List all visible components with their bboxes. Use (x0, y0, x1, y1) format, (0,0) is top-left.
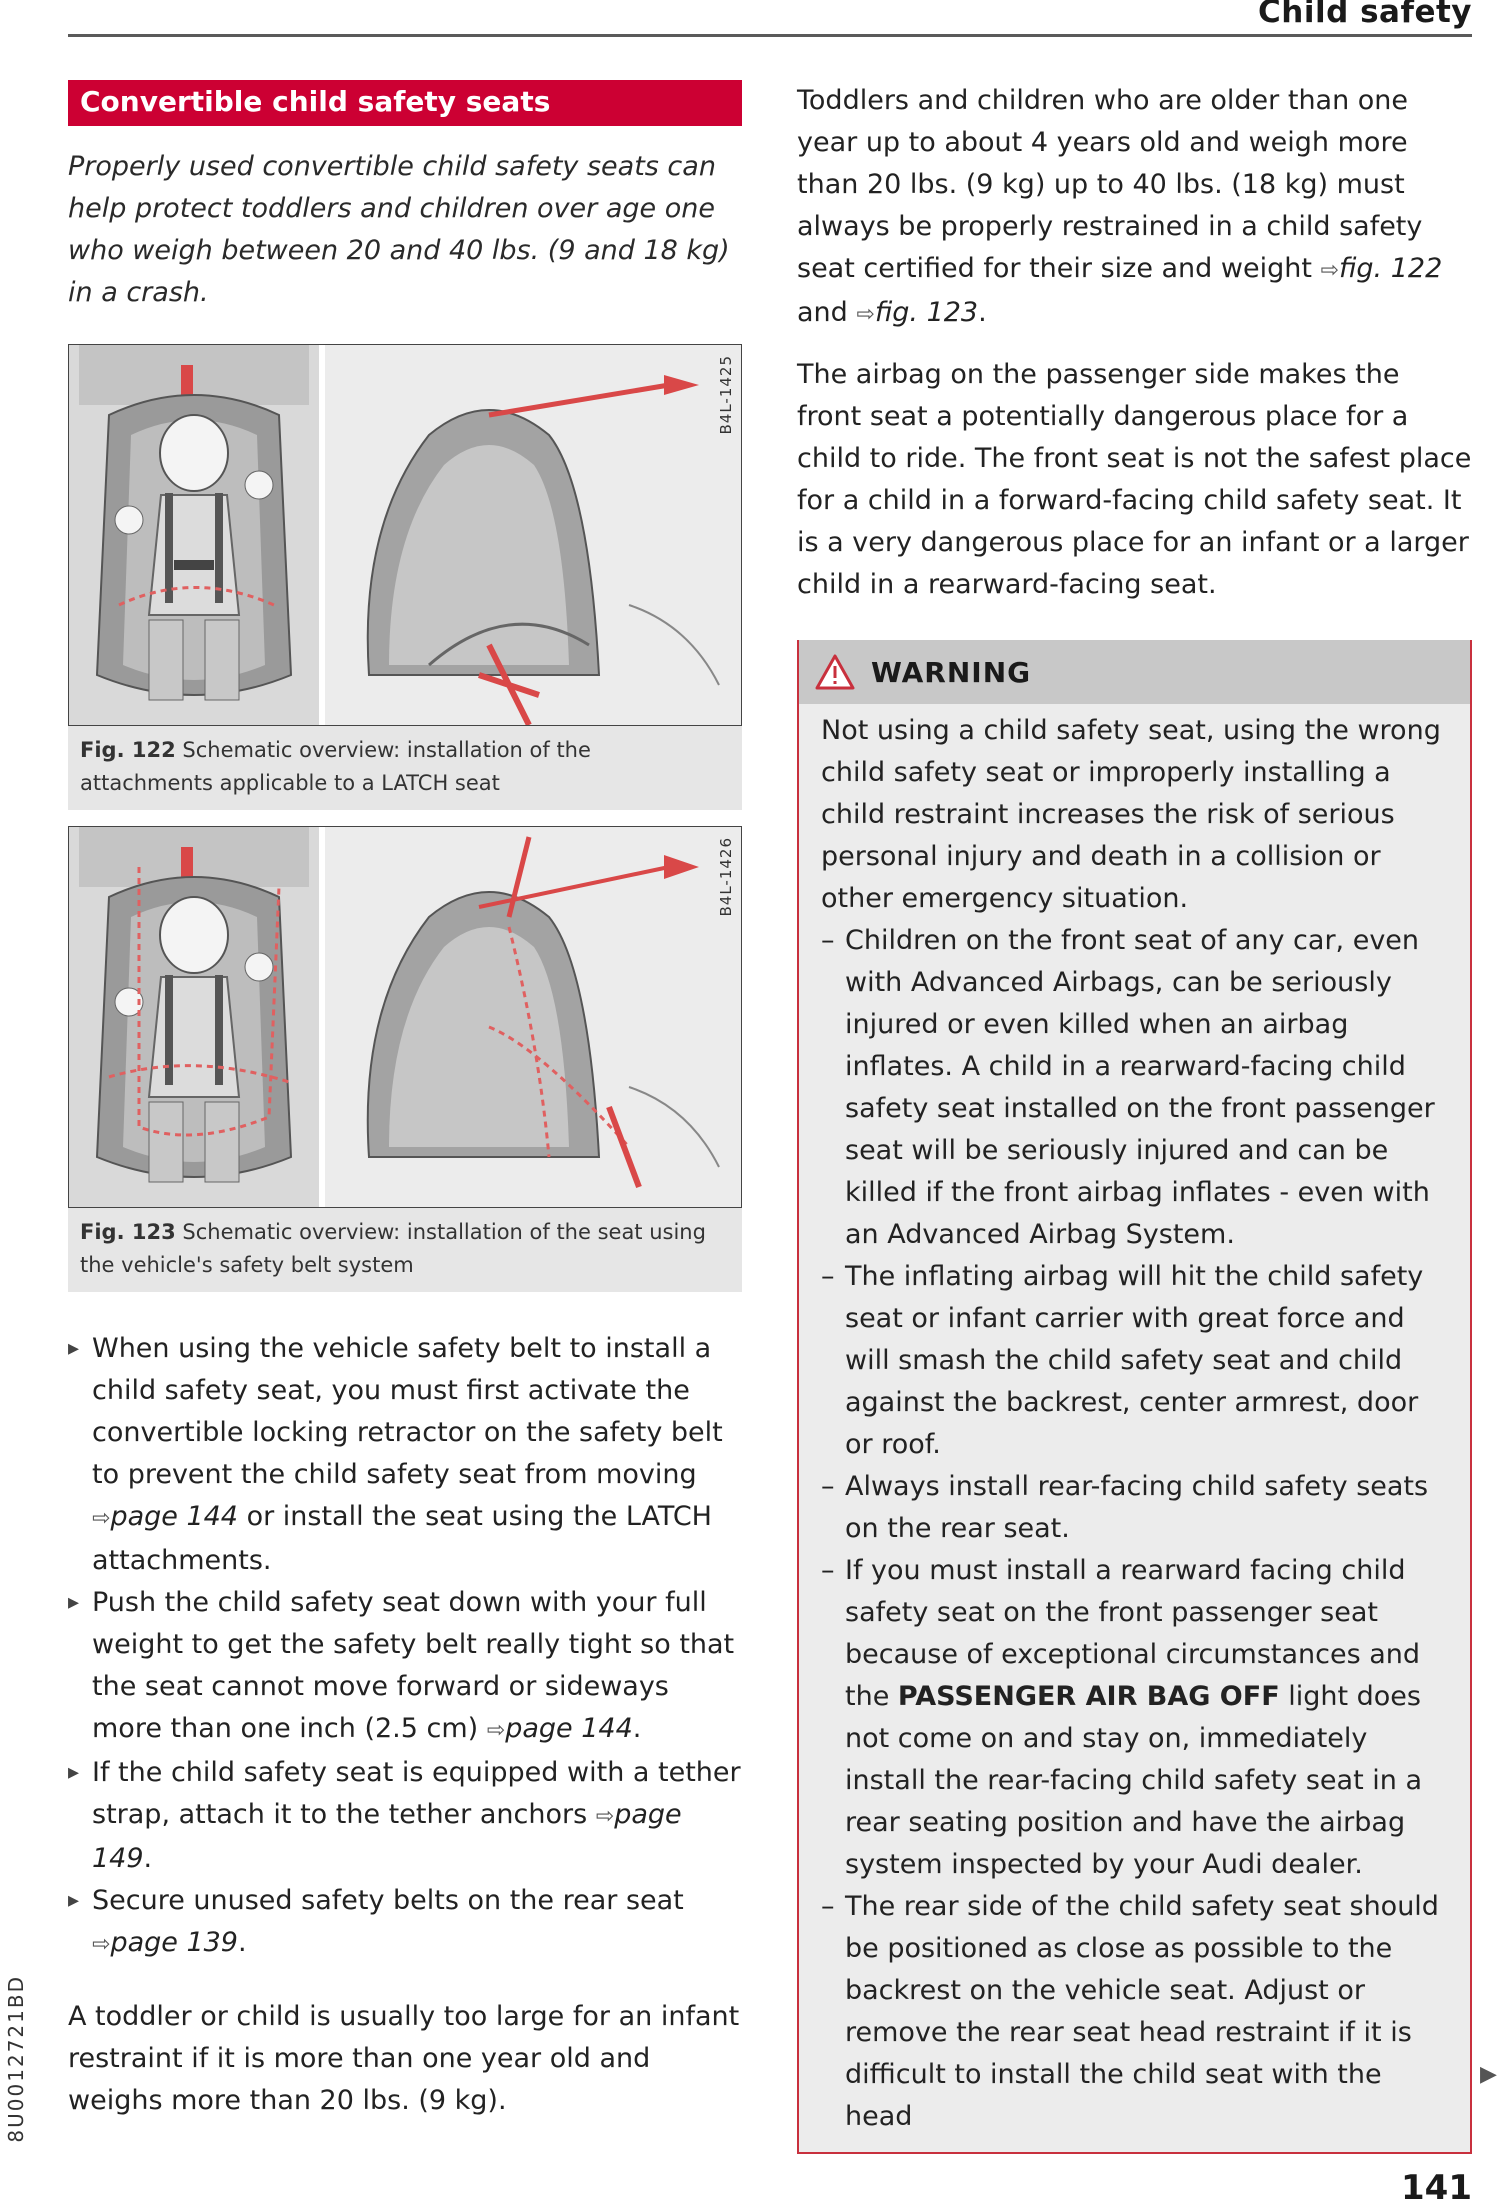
page-reference-link[interactable]: page 139 (110, 1927, 238, 1958)
instruction-item: ▸ When using the vehicle safety belt to install a child safety seat, you must first activate the convertible locking retractor on the safety belt to prevent the child safety seat from moving ⇨page 144 or install the seat using the LATCH attachments. (68, 1328, 742, 1582)
toddler-size-paragraph: A toddler or child is usually too large for an infant restraint if it is more than one year old and weighs more than 20 lbs. (9 kg). (68, 2001, 740, 2116)
restraint-requirement-paragraph: Toddlers and children who are older than one year up to about 4 years old and weigh more than 20 lbs. (9 kg) up to 40 lbs. (18 kg) must always be properly restrained in a child safety seat certified for their size and weight ⇨fig. 122 and ⇨fig. 123. (797, 85, 1443, 328)
ref-arrow-icon: ⇨ (595, 1804, 615, 1829)
warning-lead: Not using a child safety seat, using the wrong child safety seat or improperly installing a child restraint increases the risk of serious personal injury and death in a collision or other emergency situation. (821, 715, 1441, 914)
figure-122 (68, 344, 742, 810)
warning-item: – The rear side of the child safety seat should be positioned as close as possible to the backrest on the vehicle seat. Adjust or remove the rear seat head restraint if it is difficult to install the child seat with the head (821, 1886, 1448, 2138)
figure-122-label: Fig. 122 (80, 738, 176, 762)
warning-title: WARNING (871, 655, 1032, 689)
section-heading: Convertible child safety seats (68, 80, 742, 126)
child-seat-latch-illustration (69, 345, 741, 725)
right-column (797, 80, 1472, 2154)
instruction-item: ▸ If the child safety seat is equipped with a tether strap, attach it to the tether anchors ⇨page 149. (68, 1752, 742, 1880)
passenger-airbag-off-label: PASSENGER AIR BAG OFF (897, 1681, 1280, 1712)
warning-item: – If you must install a rearward facing child safety seat on the front passenger seat because of exceptional circumstances and the PASSENGER AIR BAG OFF light does not come on and stay on, immediately install the rear-facing child safety seat in a rear seating position and have the airbag system inspected by your Audi dealer. (821, 1550, 1448, 1886)
page-reference-link[interactable]: page 144 (505, 1713, 633, 1744)
page-number: 141 (1401, 2168, 1472, 2208)
warning-box (797, 640, 1472, 2154)
section-intro: Properly used convertible child safety seats can help protect toddlers and children over age one who weigh between 20 and 40 lbs. (9 and 18 kg) in a crash. (68, 151, 730, 308)
figure-123-code: B4L-1426 (717, 837, 735, 917)
warning-item: – Always install rear-facing child safety seats on the rear seat. (821, 1466, 1448, 1550)
warning-list (821, 920, 1448, 2138)
figure-reference-link[interactable]: fig. 122 (1338, 253, 1443, 284)
ref-arrow-icon: ⇨ (1320, 258, 1339, 283)
ref-arrow-icon: ⇨ (856, 302, 875, 327)
header-rule (68, 34, 1472, 37)
figure-123-image (68, 826, 742, 1208)
warning-triangle-icon (815, 654, 855, 690)
warning-item: – Children on the front seat of any car, even with Advanced Airbags, can be seriously injured or even killed when an airbag inflates. A child in a rearward-facing child safety seat installed on the front passenger seat will be seriously injured and can be killed if the front airbag inflates - even with an Advanced Airbag System. (821, 920, 1448, 1256)
ref-arrow-icon: ⇨ (92, 1932, 111, 1957)
ref-arrow-icon: ⇨ (92, 1506, 111, 1531)
warning-item: – The inflating airbag will hit the child safety seat or infant carrier with great force and will smash the child safety seat and child against the backrest, center armrest, door or roof. (821, 1256, 1448, 1466)
figure-123-caption-text: Schematic overview: installation of the seat using the vehicle's safety belt system (80, 1220, 706, 1277)
page-reference-link[interactable]: page 149 (92, 1799, 682, 1874)
running-title: Child safety (1258, 0, 1472, 30)
ref-arrow-icon: ⇨ (486, 1718, 506, 1743)
instruction-item: ▸ Secure unused safety belts on the rear seat ⇨page 139. (68, 1880, 742, 1966)
figure-123-caption (68, 1208, 742, 1292)
instruction-list (68, 1328, 742, 1966)
child-seat-belt-illustration (69, 827, 741, 1207)
instruction-item: ▸ Push the child safety seat down with your full weight to get the safety belt really tight so that the seat cannot move forward or sideways more than one inch (2.5 cm) ⇨page 144. (68, 1582, 742, 1752)
figure-122-caption (68, 726, 742, 810)
figure-123-label: Fig. 123 (80, 1220, 176, 1244)
warning-header (799, 640, 1470, 704)
figure-123 (68, 826, 742, 1292)
airbag-paragraph: The airbag on the passenger side makes the front seat a potentially dangerous place for a child to ride. The front seat is not the safest place for a child in a forward-facing child safety seat. It is a very dangerous place for an infant or a larger child in a rearward-facing seat. (797, 359, 1472, 600)
warning-body (799, 704, 1470, 2152)
figure-122-image (68, 344, 742, 726)
figure-122-code: B4L-1425 (717, 355, 735, 435)
continue-arrow-icon: ▶ (1480, 2062, 1497, 2087)
page-reference-link[interactable]: page 144 (110, 1501, 238, 1532)
document-code: 8U0012721BD (4, 1975, 28, 2143)
figure-reference-link[interactable]: fig. 123 (874, 297, 979, 328)
left-column (68, 80, 742, 2122)
figure-122-caption-text: Schematic overview: installation of the attachments applicable to a LATCH seat (80, 738, 591, 795)
